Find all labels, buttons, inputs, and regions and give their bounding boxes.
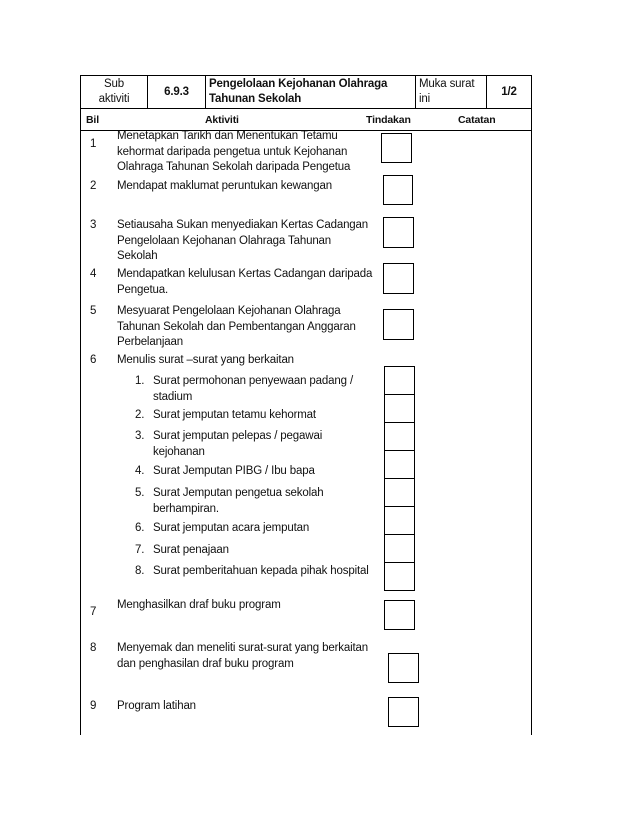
row-5-line-2: Tahunan Sekolah dan Pembentangan Anggaran	[117, 320, 356, 333]
row-6-line-1: Menulis surat –surat yang berkaitan	[117, 354, 294, 366]
sub-item-3-line-2: kejohanan	[153, 445, 205, 458]
row-8-line-2: dan penghasilan draf buku program	[117, 657, 294, 670]
row-2-number: 2	[90, 180, 97, 192]
sub-item-3-number: 3.	[135, 430, 145, 442]
sub-item-8-number: 8.	[135, 565, 145, 577]
tindakan-checkbox-6-1[interactable]	[384, 366, 415, 395]
sub-item-3-line-1: Surat jemputan pelepas / pegawai	[153, 430, 323, 442]
row-3-activity	[117, 218, 368, 265]
row-1-line-2: kehormat daripada pengetua untuk Kejohanan	[117, 145, 348, 158]
tindakan-checkbox-6-4[interactable]	[384, 450, 415, 479]
row-8-line-1: Menyemak dan meneliti surat-surat yang berkaitan	[117, 642, 369, 654]
table-right-border	[531, 75, 532, 735]
table-left-border	[80, 75, 81, 735]
sub-item-5-line-1: Surat Jemputan pengetua sekolah	[153, 487, 324, 499]
activity-title	[209, 77, 387, 107]
sub-item-5-number: 5.	[135, 487, 145, 499]
column-catatan: Catatan	[458, 114, 496, 126]
page-value: 1/2	[501, 86, 517, 98]
column-bil: Bil	[86, 114, 99, 126]
row-5-activity	[117, 304, 356, 351]
header-divider-2	[205, 75, 206, 108]
tindakan-checkbox-2[interactable]	[383, 175, 413, 205]
page-label	[419, 77, 474, 107]
tindakan-checkbox-6-3[interactable]	[384, 422, 415, 451]
tindakan-checkbox-6-8[interactable]	[384, 562, 415, 591]
sub-item-5-line-2: berhampiran.	[153, 502, 219, 515]
row-9-activity	[117, 699, 196, 715]
row-9-line-1: Program latihan	[117, 700, 196, 712]
sub-item-1-text	[153, 374, 353, 405]
row-4-line-2: Pengetua.	[117, 283, 169, 296]
row-2-activity	[117, 179, 332, 195]
tindakan-checkbox-7[interactable]	[384, 600, 415, 630]
sub-item-2-number: 2.	[135, 409, 145, 421]
sub-item-1-number: 1.	[135, 375, 145, 387]
sub-item-1-line-1: Surat permohonan penyewaan padang /	[153, 375, 353, 387]
row-4-activity	[117, 267, 372, 298]
row-7-activity	[117, 598, 281, 614]
title-line1: Pengelolaan Kejohanan Olahraga	[209, 78, 388, 90]
sub-item-5-text	[153, 486, 324, 517]
page-label-line1: Muka surat	[419, 78, 475, 90]
sub-item-2-text	[153, 408, 316, 424]
activity-code: 6.9.3	[164, 86, 189, 98]
row-3-number: 3	[90, 219, 97, 231]
tindakan-checkbox-1[interactable]	[381, 133, 412, 163]
sub-item-7-text	[153, 543, 229, 559]
row-3-line-3: Sekolah	[117, 250, 158, 262]
row-6-activity	[117, 353, 294, 369]
page-label-line2: ini	[419, 93, 431, 105]
column-tindakan: Tindakan	[366, 114, 411, 126]
sub-item-4-number: 4.	[135, 465, 145, 477]
sub-item-6-line-1: Surat jemputan acara jemputan	[153, 522, 310, 534]
row-8-number: 8	[90, 642, 97, 654]
sub-item-1-line-2: stadium	[153, 390, 193, 403]
tindakan-checkbox-9[interactable]	[388, 697, 419, 727]
row-3-line-1: Setiausaha Sukan menyediakan Kertas Cadangan	[117, 219, 369, 231]
column-aktiviti: Aktiviti	[205, 114, 239, 126]
tindakan-checkbox-6-2[interactable]	[384, 394, 415, 423]
row-7-number: 7	[90, 606, 97, 618]
tindakan-checkbox-3[interactable]	[383, 217, 414, 248]
tindakan-checkbox-5[interactable]	[383, 309, 414, 340]
tindakan-checkbox-6-6[interactable]	[384, 506, 415, 535]
row-8-activity	[117, 641, 368, 672]
sub-item-3-text	[153, 429, 322, 460]
tindakan-checkbox-6-5[interactable]	[384, 478, 415, 507]
sub-item-6-number: 6.	[135, 522, 145, 534]
sub-item-6-text	[153, 521, 309, 537]
sub-item-8-line-1: Surat pemberitahuan kepada pihak hospital	[153, 565, 369, 577]
row-3-line-2: Pengelolaan Kejohanan Olahraga Tahunan	[117, 234, 332, 247]
tindakan-checkbox-6-7[interactable]	[384, 534, 415, 563]
row-5-number: 5	[90, 305, 97, 317]
row-2-line-1: Mendapat maklumat peruntukan kewangan	[117, 180, 333, 192]
sub-item-4-line-1: Surat Jemputan PIBG / Ibu bapa	[153, 465, 315, 477]
tindakan-checkbox-4[interactable]	[383, 263, 414, 294]
header-bottom-border	[80, 108, 532, 109]
title-line2: Tahunan Sekolah	[209, 93, 302, 105]
row-5-line-3: Perbelanjaan	[117, 336, 183, 348]
row-5-line-1: Mesyuarat Pengelolaan Kejohanan Olahraga	[117, 305, 341, 317]
sub-item-2-line-1: Surat jemputan tetamu kehormat	[153, 409, 316, 421]
row-1-line-3: Olahraga Tahunan Sekolah daripada Pengetua	[117, 161, 351, 173]
row-7-line-1: Menghasilkan draf buku program	[117, 599, 281, 611]
header-divider-3	[415, 75, 416, 108]
sub-item-4-text	[153, 464, 315, 480]
row-1-activity	[117, 129, 350, 176]
row-9-number: 9	[90, 700, 97, 712]
sub-item-7-line-1: Surat penajaan	[153, 544, 229, 556]
row-1-number: 1	[90, 138, 97, 150]
row-6-number: 6	[90, 354, 97, 366]
sub-label-line2: aktiviti	[98, 93, 130, 105]
sub-aktiviti-label	[81, 77, 147, 107]
row-4-line-1: Mendapatkan kelulusan Kertas Cadangan daripada	[117, 268, 373, 280]
sub-label-line1: Sub	[103, 78, 124, 90]
sub-item-7-number: 7.	[135, 544, 145, 556]
row-4-number: 4	[90, 268, 97, 280]
sub-item-8-text	[153, 564, 369, 580]
tindakan-checkbox-8[interactable]	[388, 653, 419, 683]
row-1-line-1: Menetapkan Tarikh dan Menentukan Tetamu	[117, 130, 338, 142]
